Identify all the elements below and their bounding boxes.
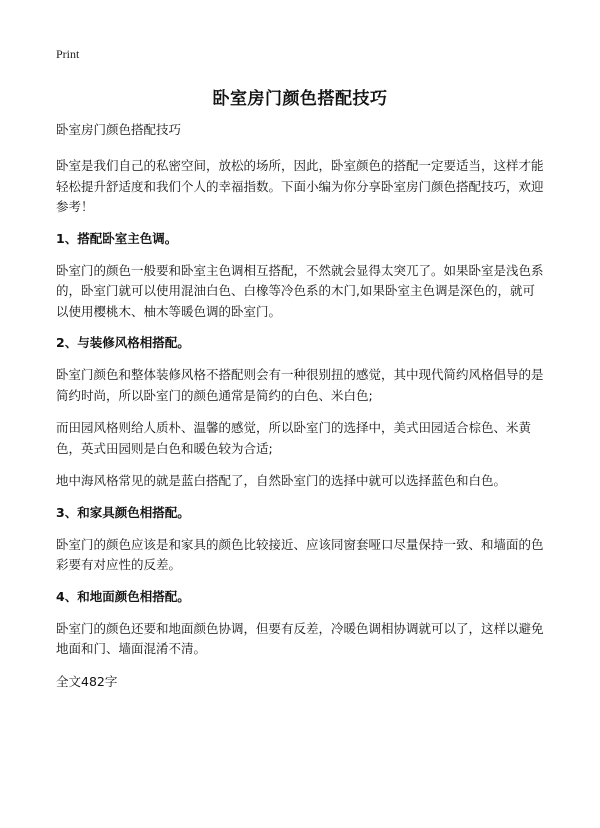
print-label: Print bbox=[56, 47, 80, 61]
section-paragraph: 卧室门的颜色应该是和家具的颜色比较接近、应该同窗套哑口尽量保持一致、和墙面的色彩要有对应性的反差。 bbox=[56, 536, 544, 572]
page-title: 卧室房门颜色搭配技巧 bbox=[212, 89, 388, 109]
section-paragraph: 而田园风格则给人质朴、温馨的感觉，所以卧室门的选择中，美式田园适合棕色、米黄色，英式田园则是白色和暖色较为合适; bbox=[56, 420, 532, 456]
section-heading: 1、搭配卧室主色调。 bbox=[56, 230, 178, 246]
section-heading: 4、和地面颜色相搭配。 bbox=[56, 588, 190, 604]
intro-paragraph: 卧室是我们自己的私密空间，放松的场所，因此，卧室颜色的搭配一定要适当，这样才能轻松提升舒适度和我们个人的幸福指数。下面小编为你分享卧室房门颜色搭配技巧，欢迎参考！ bbox=[56, 158, 544, 214]
section-heading: 2、与装修风格相搭配。 bbox=[56, 335, 190, 350]
word-count: 全文482字 bbox=[56, 673, 118, 689]
article-body bbox=[56, 121, 546, 690]
article-subtitle: 卧室房门颜色搭配技巧 bbox=[56, 122, 182, 137]
section-paragraph: 卧室门的颜色还要和地面颜色协调，但要有反差，冷暖色调相协调就可以了，这样以避免地面和门、墙面混淆不清。 bbox=[56, 620, 544, 656]
section-paragraph: 卧室门颜色和整体装修风格不搭配则会有一种很别扭的感觉，其中现代简约风格倡导的是简约时尚，所以卧室门的颜色通常是简约的白色、米白色; bbox=[56, 367, 544, 403]
section-paragraph: 地中海风格常见的就是蓝白搭配了，自然卧室门的选择中就可以选择蓝色和白色。 bbox=[56, 473, 507, 488]
section-heading: 3、和家具颜色相搭配。 bbox=[56, 504, 190, 520]
section-paragraph: 卧室门的颜色一般要和卧室主色调相互搭配，不然就会显得太突兀了。如果卧室是浅色系的，卧室门就可以使用混油白色、白橡等冷色系的木门,如果卧室主色调是深色的，就可以使用樱桃木、柚木等暖色调的卧室门。 bbox=[56, 262, 544, 319]
